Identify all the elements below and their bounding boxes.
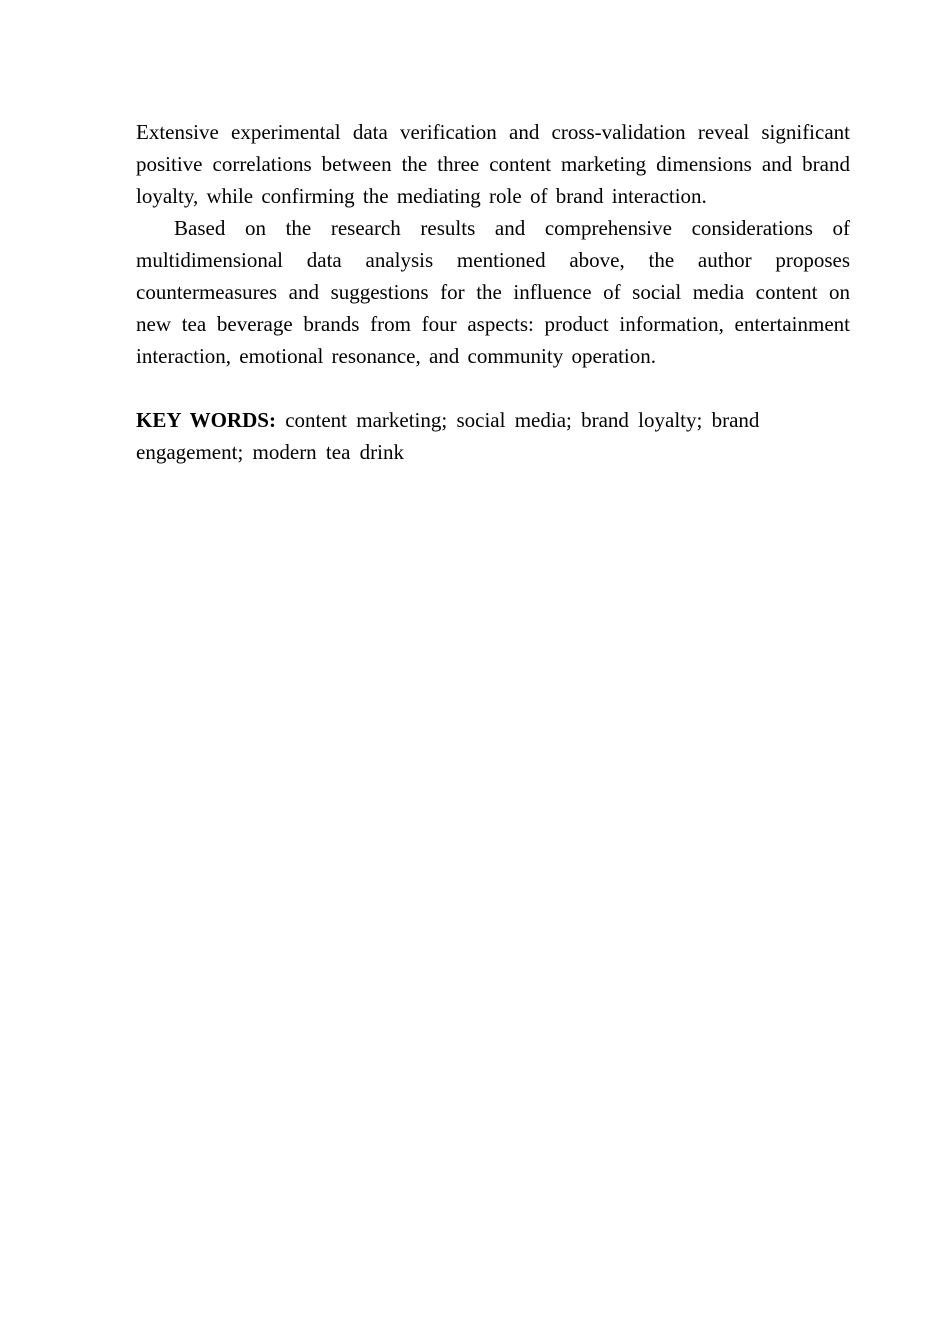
keywords-line <box>136 404 816 468</box>
abstract-section <box>136 116 850 468</box>
abstract-paragraph-1: Extensive experimental data verification and cross-validation reveal significant positive correlations between the three content marketing dimensions and brand loyalty, while confirming the mediating role of brand interaction. <box>136 120 850 208</box>
keywords-text: content marketing; social media; brand loyalty; brand engagement; modern tea drink <box>136 408 760 464</box>
keywords-label: KEY WORDS: <box>136 408 276 432</box>
abstract-paragraph-2: Based on the research results and comprehensive considerations of multidimensional data analysis mentioned above, the author proposes countermeasures and suggestions for the influence of social media content on new tea beverage brands from four aspects: product information, entertainment interaction, emotional resonance, and community operation. <box>136 216 850 368</box>
